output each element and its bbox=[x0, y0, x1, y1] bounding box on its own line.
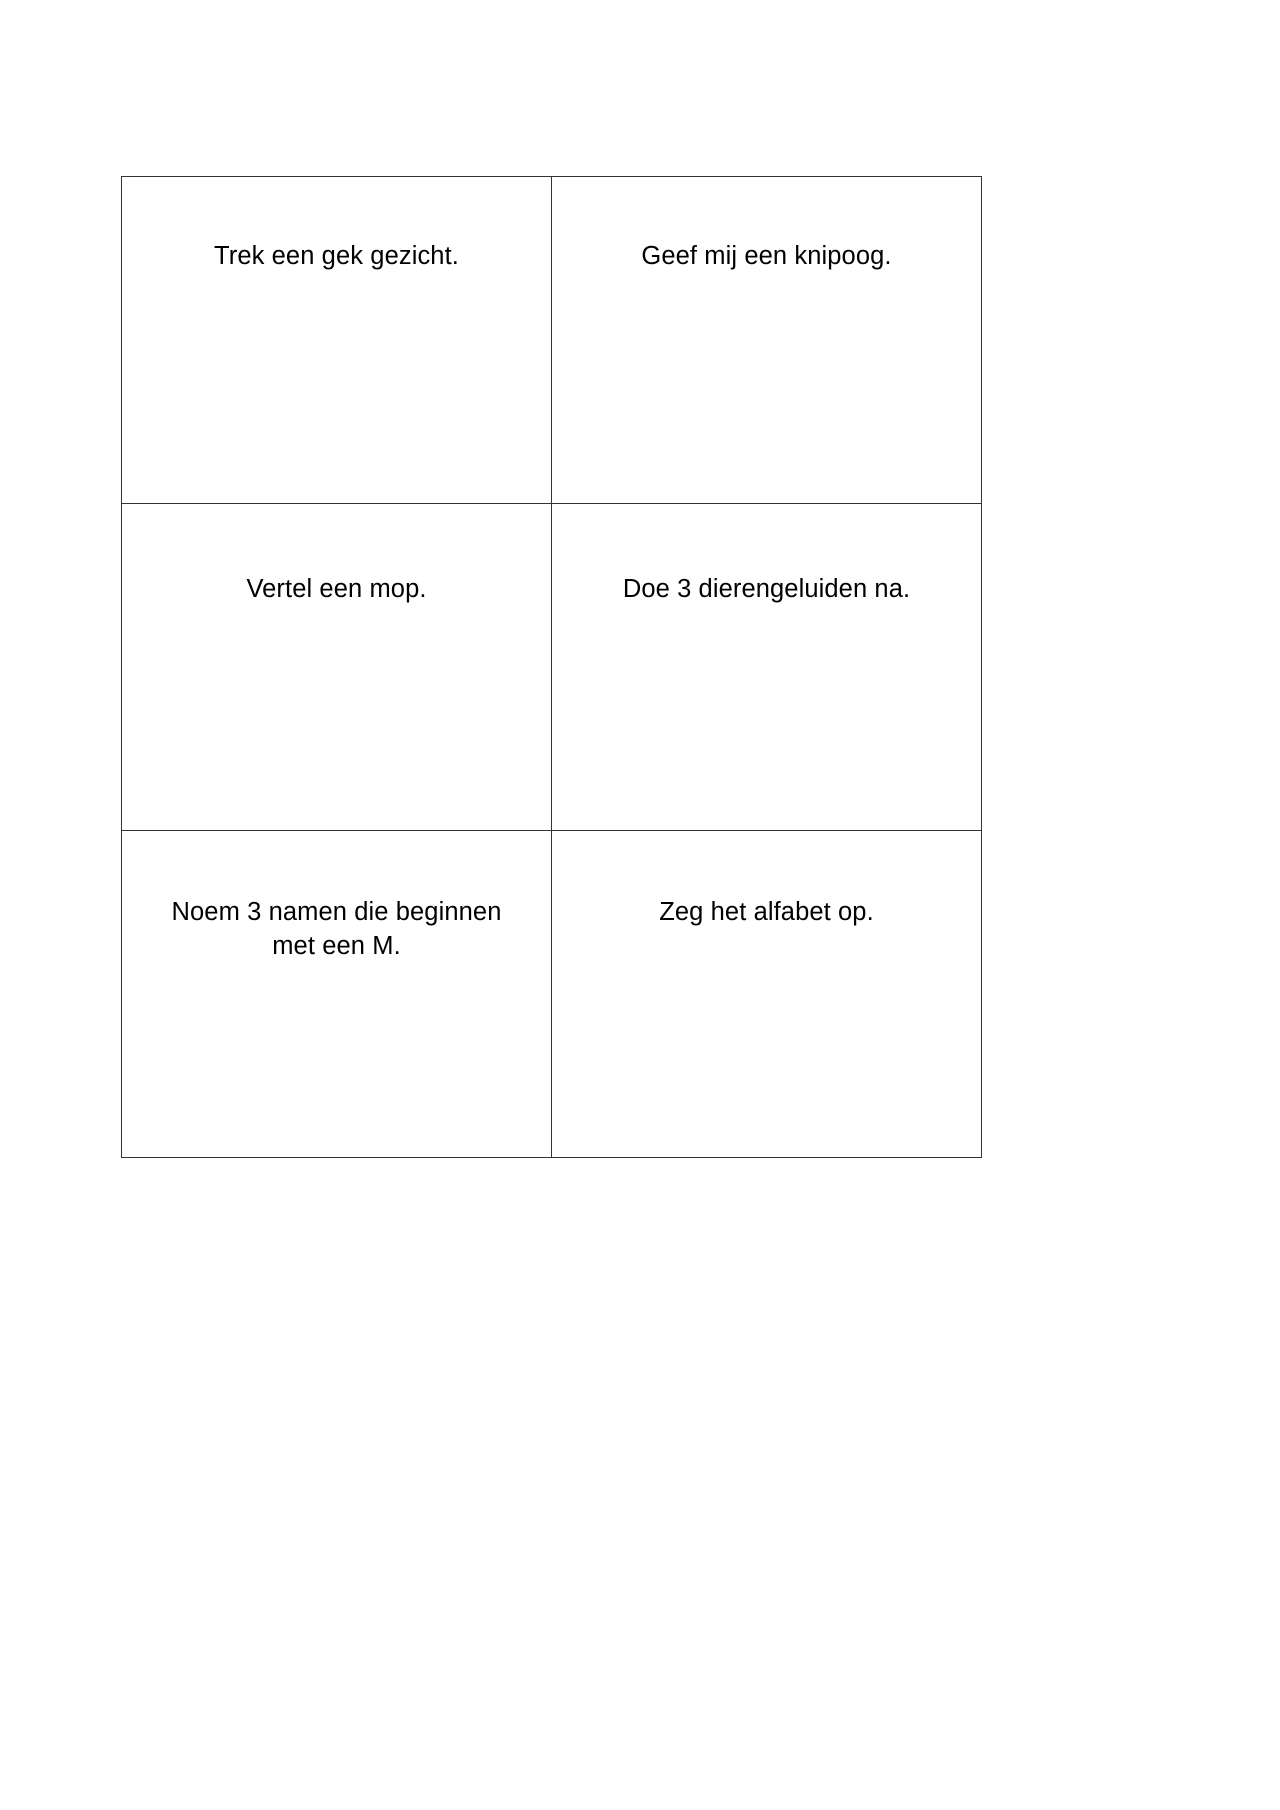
activity-card[interactable] bbox=[552, 177, 982, 504]
card-text: Doe 3 dierengeluiden na. bbox=[622, 575, 911, 603]
activity-card[interactable] bbox=[552, 831, 982, 1158]
card-content bbox=[552, 831, 981, 1157]
card-text: Trek een gek gezicht. bbox=[214, 242, 459, 270]
card-row bbox=[122, 177, 982, 504]
card-content bbox=[552, 177, 981, 503]
card-text: Geef mij een knipoog. bbox=[641, 242, 892, 270]
card-text: Zeg het alfabet op. bbox=[659, 898, 874, 926]
card-content bbox=[122, 831, 551, 1157]
activity-card[interactable] bbox=[552, 504, 982, 831]
card-text: Vertel een mop. bbox=[246, 575, 427, 603]
card-content bbox=[552, 504, 981, 830]
card-content bbox=[122, 504, 551, 830]
activity-card[interactable] bbox=[122, 831, 552, 1158]
card-row bbox=[122, 504, 982, 831]
card-row bbox=[122, 831, 982, 1158]
activity-card-grid bbox=[121, 176, 982, 1158]
activity-card[interactable] bbox=[122, 504, 552, 831]
activity-card[interactable] bbox=[122, 177, 552, 504]
card-text: Noem 3 namen die beginnen met een M. bbox=[171, 898, 502, 961]
card-content bbox=[122, 177, 551, 503]
